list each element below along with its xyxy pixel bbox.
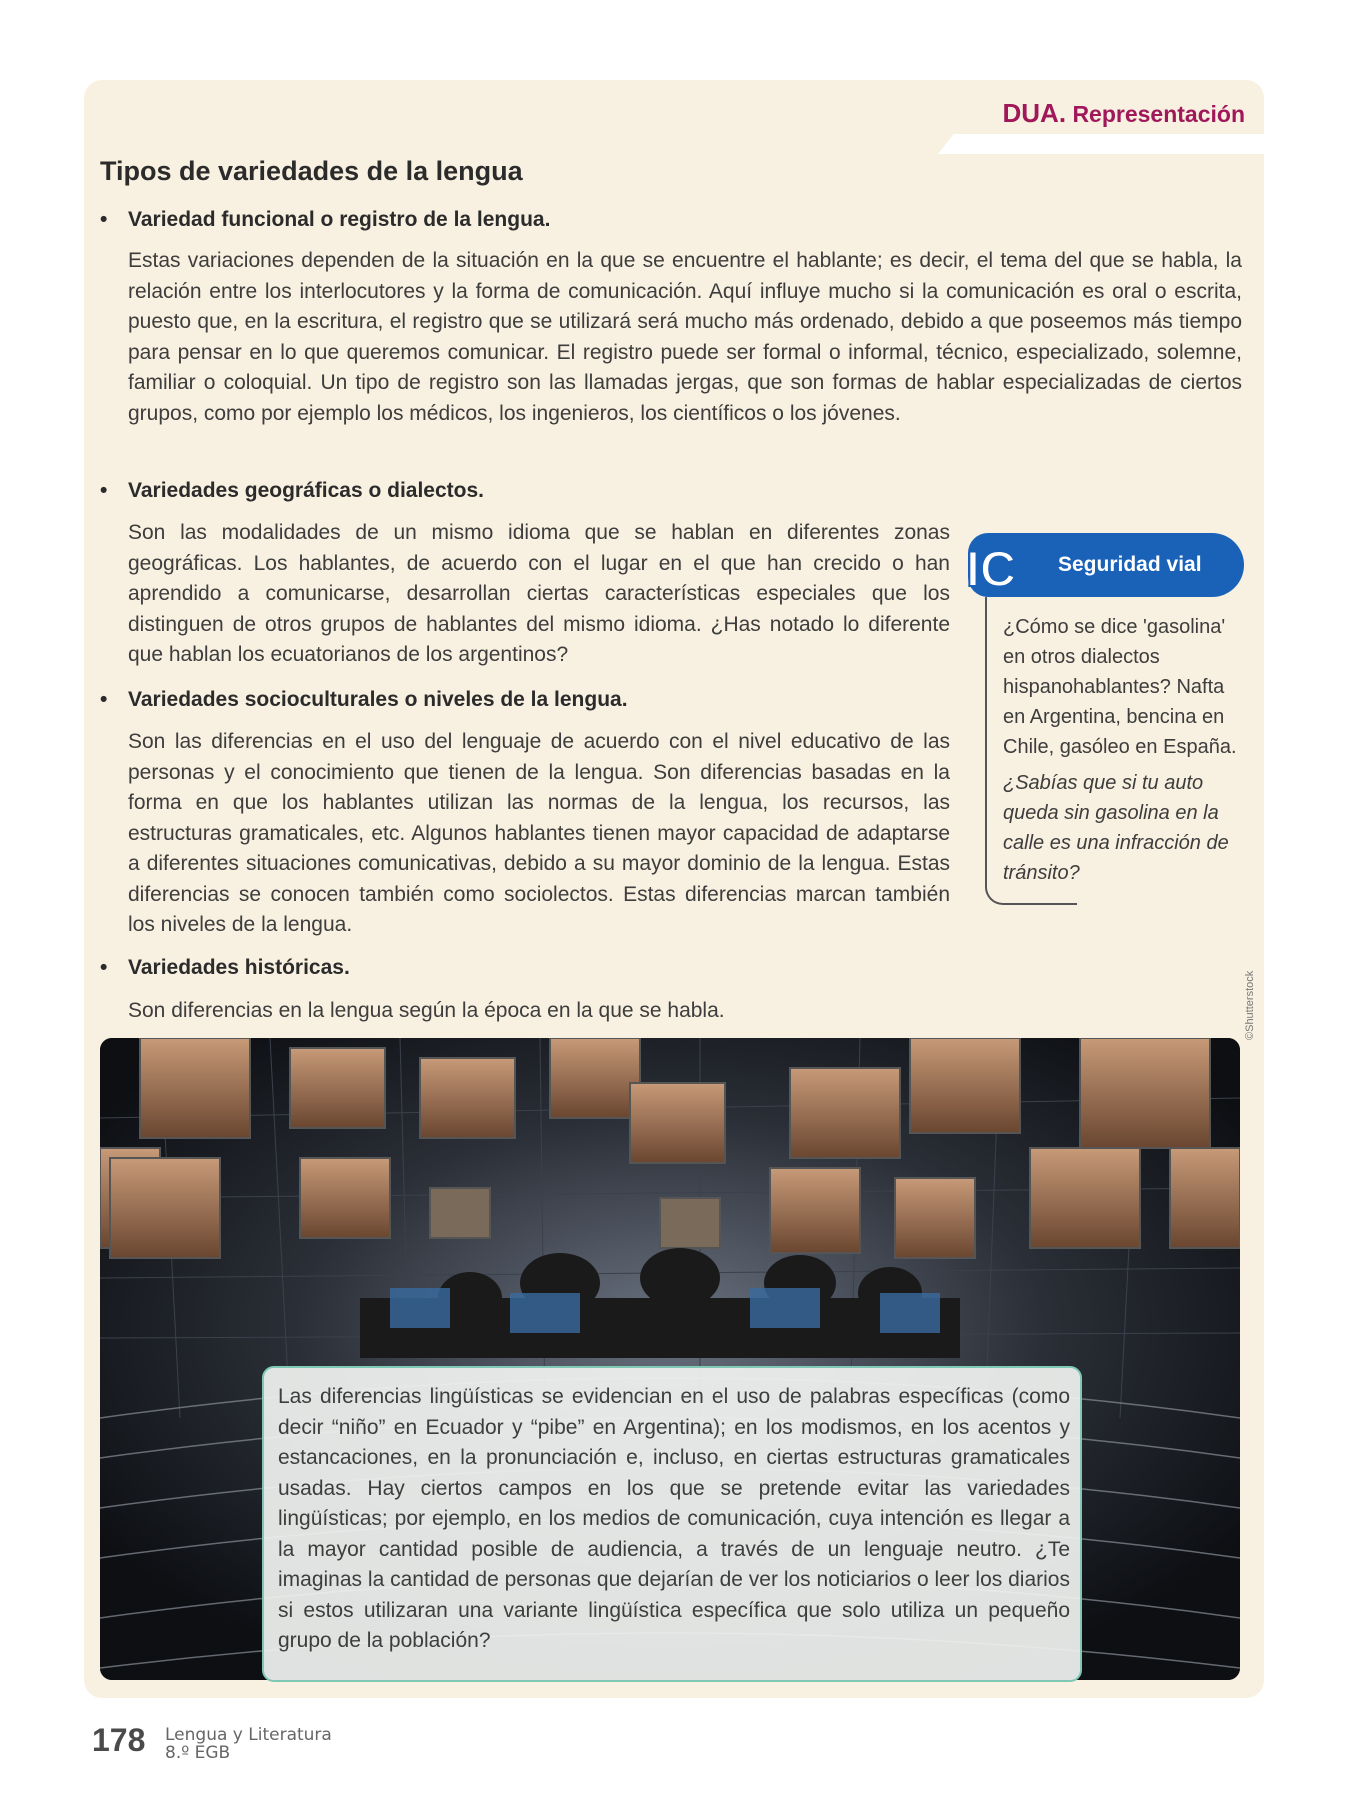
section-heading: • Variedades históricas. — [100, 956, 350, 979]
section-heading: • Variedades socioculturales o niveles de la lengua. — [100, 688, 628, 711]
section-text: Son las diferencias en el uso del lenguaje de acuerdo con el nivel educativo de las personas y el conocimiento que tienen de la lengua. Son diferencias basadas en la forma en que los hablantes utilizan las normas de la lengua, los recursos, las estructuras gramaticales, etc. Algunos hablantes tienen mayor capacidad de adaptarse a diferentes situaciones comunicativas, debido a su mayor dominio de la lengua. Estas diferencias se conocen también como sociolectos. Estas diferencias marcan también los niveles de la lengua. — [128, 730, 950, 936]
section-text: Son diferencias en la lengua según la época en la que se habla. — [128, 999, 725, 1022]
section-heading: • Variedades geográficas o dialectos. — [100, 479, 484, 502]
dua-label: DUA. Representación — [1002, 98, 1245, 128]
ic-icon — [966, 542, 1026, 592]
section-text: Son las modalidades de un mismo idioma que se hablan en diferentes zonas geográficas. Los hablantes, de acuerdo con el lugar en el que han crecido o han aprendido a comunicarse, desarrollan ciertas características especiales que los distinguen de otros grupos de hablantes del mismo idioma. ¿Has notado lo diferente que hablan los ecuatorianos de los argentinos? — [128, 521, 950, 666]
footer-subject: Lengua y Literatura 8.º EGB — [165, 1725, 332, 1763]
svg-text:IC: IC — [966, 542, 1016, 592]
seguridad-vial-label: Seguridad vial — [1058, 553, 1202, 576]
section-text: Estas variaciones dependen de la situación en la que se encuentre el hablante; es decir, el tema del que se habla, la relación entre los interlocutores y la forma de comunicación. Aquí influye mucho si la comunicación es oral o escrita, puesto que, en la escritura, el registro que se utilizará será mucho más ordenado, debido a que poseemos más tiempo para pensar en lo que queremos comunicar. El registro puede ser formal o informal, técnico, especializado, solemne, familiar o coloquial. Un tipo de registro son las llamadas jergas, que son formas de hablar especializadas de ciertos grupos, como por ejemplo los médicos, los ingenieros, los científicos o los jóvenes. — [128, 249, 1242, 425]
page-number: 178 — [92, 1722, 146, 1758]
photo-credit: ©Shutterstock — [1244, 970, 1256, 1040]
section-heading: • Variedad funcional o registro de la lengua. — [100, 208, 551, 231]
note-text: Las diferencias lingüísticas se evidencian en el uso de palabras específicas (como decir “niño” en Ecuador y “pibe” en Argentina); en los modismos, en los acentos y estancaciones, en la pronunciación e, incluso, en ciertas estructuras gramaticales usadas. Hay ciertos campos en los que se pretende evitar las variedades lingüísticas; por ejemplo, en los medios de comunicación, cuya intención es llegar a la mayor cantidad posible de audiencia, a través de un lenguaje neutro. ¿Te imaginas la cantidad de personas que dejarían de ver los noticiarios o leer los diarios si estos utilizaran una variante lingüística específica que solo utiliza un pequeño grupo de la población? — [278, 1385, 1070, 1652]
sidebar-italic-text: ¿Sabías que si tu auto queda sin gasolina en la calle es una infracción de tránsito? — [1003, 772, 1229, 884]
sidebar-text: ¿Cómo se dice 'gasolina' en otros dialectos hispanohablantes? Nafta en Argentina, bencina en Chile, gasóleo en España. — [1003, 616, 1237, 758]
page-title: Tipos de variedades de la lengua — [100, 156, 523, 186]
